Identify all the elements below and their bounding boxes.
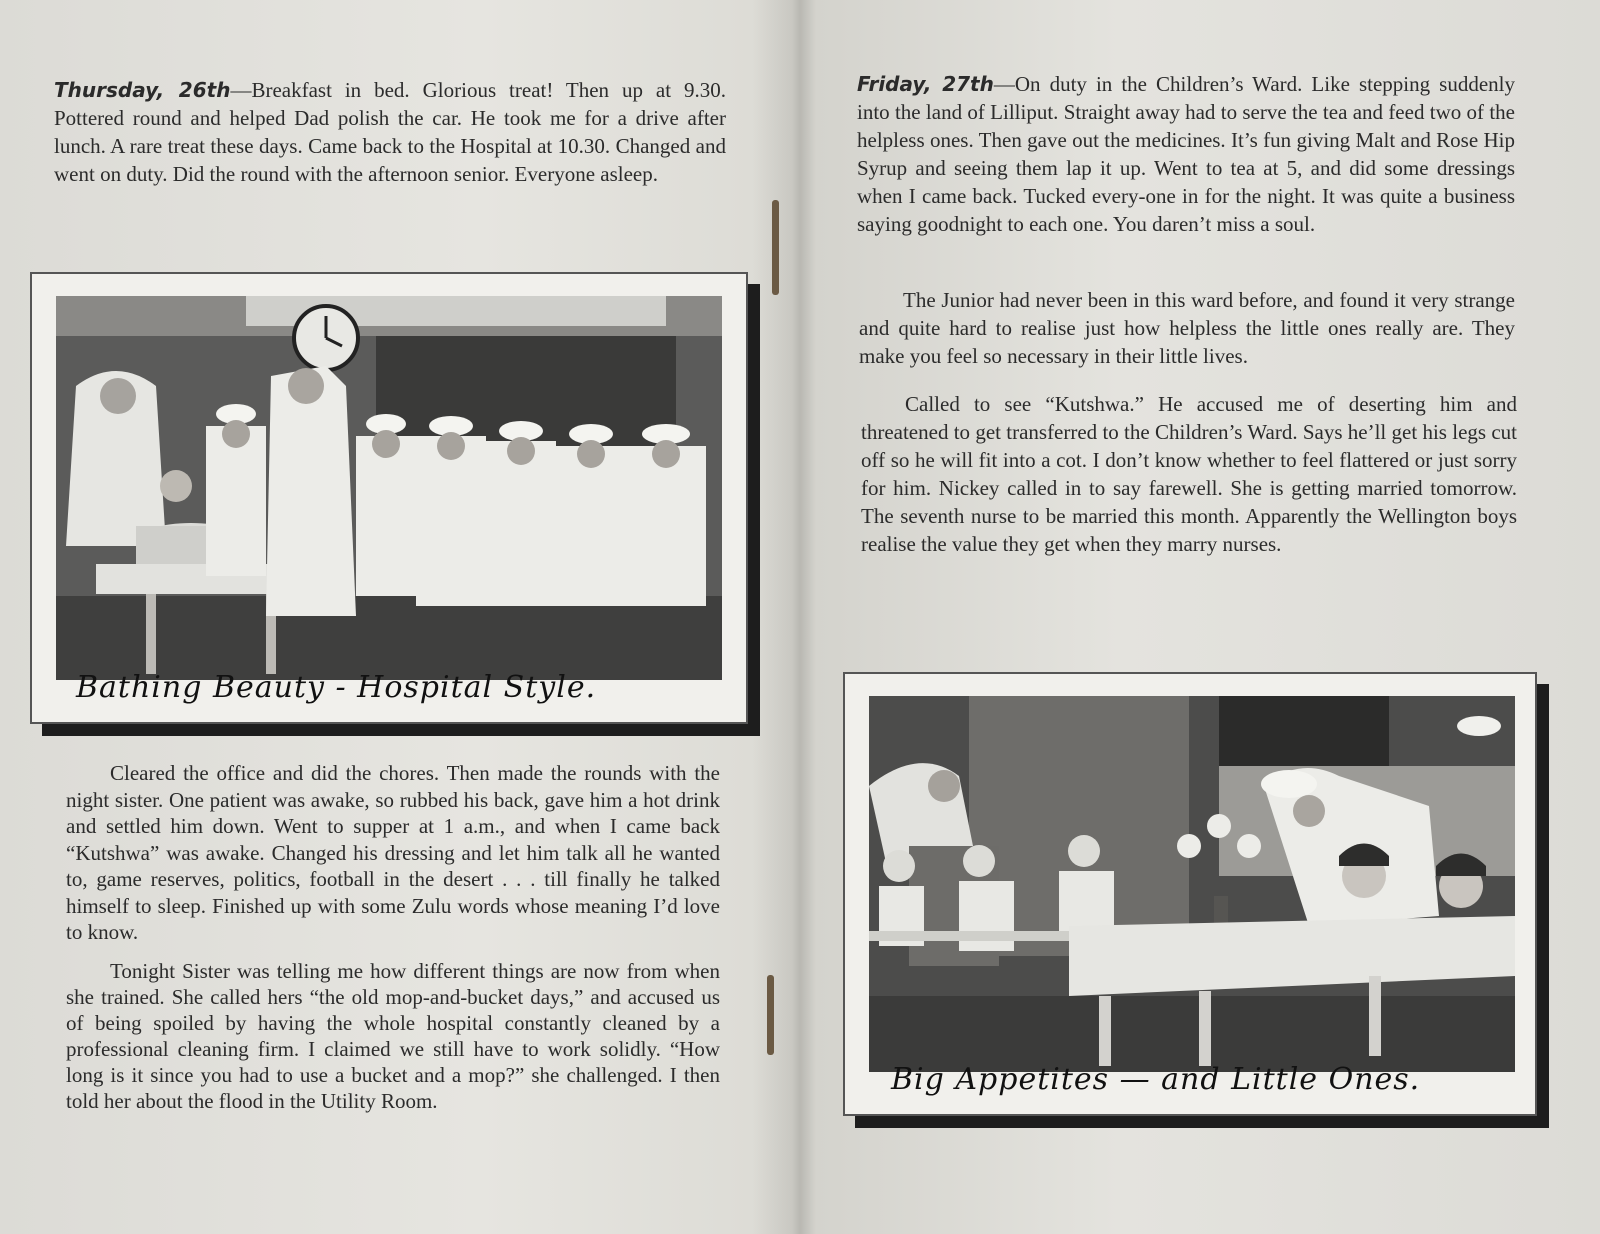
- bathing-photo-illustration: [56, 296, 722, 680]
- childrens-ward-photo: [869, 696, 1515, 1072]
- friday-date: Friday, 27th: [857, 72, 994, 96]
- thursday-text: —Breakfast in bed. Glorious treat! Then up at 9.30. Pottered round and helped Dad polish the car. He took me for a drive after lunch. A rare treat these days. Came back to the Hospital at 10.30. Changed and went on duty. Did the round with the afternoon senior. Everyone asleep.: [54, 78, 727, 186]
- kutshwa-paragraph: Called to see “Kutshwa.” He accused me of deserting him and threatened to get transferred to the Children’s Ward. Says he’ll get his legs cut off so he will fit into a cot. I don’t know whether to feel flattered or just sorry for him. Nickey called in to say farewell. She is getting married tomorrow. The seventh nurse to be married this month. Apparently the Wellington boys realise the value they get when they marry nurses.: [861, 392, 1517, 556]
- thursday-date: Thursday, 26th: [54, 78, 231, 102]
- childrens-ward-photo-caption: Big Appetites — and Little Ones.: [891, 1062, 1421, 1097]
- left-page: [0, 0, 795, 1234]
- thursday-entry: [54, 76, 726, 188]
- sister-paragraph: Tonight Sister was telling me how different things are now from when she trained. She called hers “the old mop-and-bucket days,” and accused us of being spoiled by having the whole hospital constantly cleaned by a professional cleaning firm. I claimed we still have to work solidly. “How long is it since you had to use a bucket and a mop?” she challenged. I then told her about the flood in the Utility Room.: [66, 959, 720, 1113]
- childrens-ward-photo-card: [843, 672, 1537, 1116]
- bathing-photo-card: [30, 272, 748, 724]
- right-page: [795, 0, 1600, 1234]
- friday-text: —On duty in the Children’s Ward. Like stepping suddenly into the land of Lilliput. Straight away had to serve the tea and feed two of the helpless ones. Then gave out the medicines. It’s fun giving Malt and Rose Hip Syrup and seeing them lap it up. Went to tea at 5, and did some dressings when I came back. Tucked every-one in for the night. It was quite a business saying goodnight to each one. You daren’t miss a soul.: [857, 72, 1515, 236]
- night-rounds-paragraph: Cleared the office and did the chores. Then made the rounds with the night sister. One patient was awake, so rubbed his back, gave him a hot drink and settled him down. Went to supper at 1 a.m., and when I came back “Kutshwa” was awake. Changed his dressing and let him talk all he wanted to, game reserves, politics, football in the desert . . . till finally he talked himself to sleep. Finished up with some Zulu words whose meaning I’d love to know.: [66, 761, 720, 944]
- junior-paragraph: The Junior had never been in this ward before, and found it very strange and quite hard to realise just how helpless the little ones really are. They make you feel so necessary in their little lives.: [859, 288, 1515, 368]
- binding-staple-bottom: [767, 975, 774, 1055]
- bathing-photo: [56, 296, 722, 680]
- friday-entry: [857, 70, 1515, 238]
- binding-staple-top: [772, 200, 779, 295]
- childrens-ward-illustration: [869, 696, 1515, 1072]
- bathing-photo-caption: Bathing Beauty - Hospital Style.: [76, 670, 597, 705]
